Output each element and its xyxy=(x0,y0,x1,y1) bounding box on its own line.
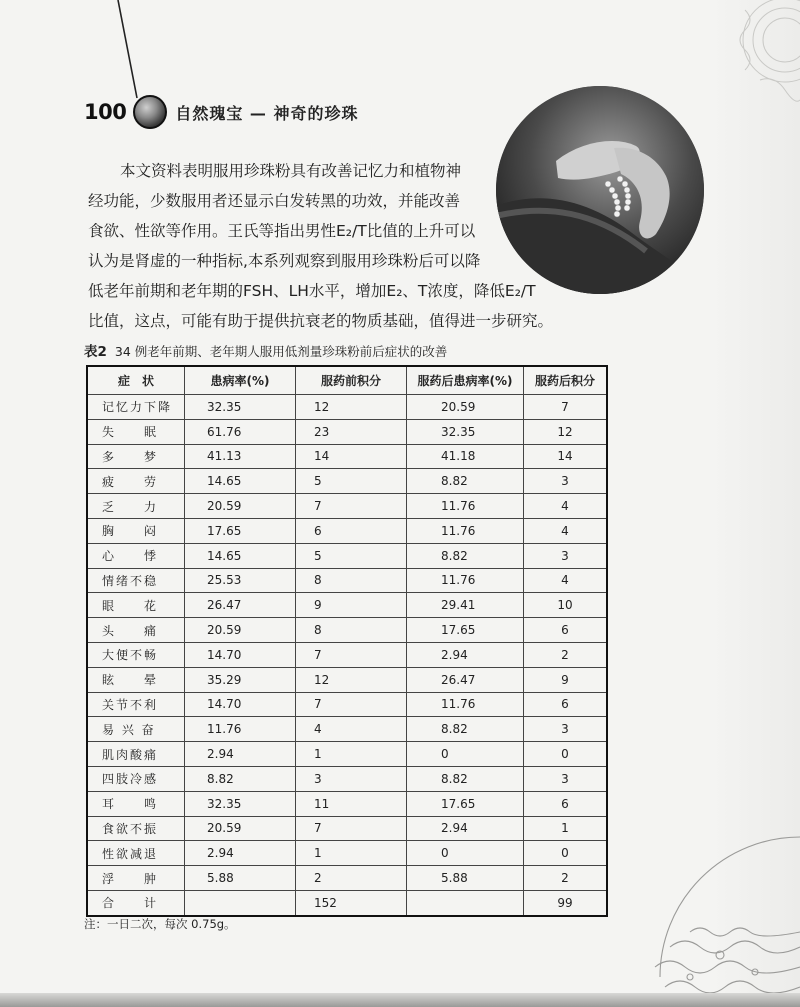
table-caption xyxy=(84,340,447,360)
cell-prevalence-after: 0 xyxy=(407,841,524,866)
cell-symptom: 四肢冷感 xyxy=(87,766,185,791)
cell-prevalence: 2.94 xyxy=(185,841,296,866)
cell-symptom: 大便不畅 xyxy=(87,642,185,667)
cell-prevalence-after: 2.94 xyxy=(407,816,524,841)
table-row xyxy=(87,841,607,866)
cell-score-after: 4 xyxy=(524,568,608,593)
cell-score-after: 4 xyxy=(524,518,608,543)
body-line: 比值，这点，可能有助于提供抗衰老的物质基础，值得进一步研究。 xyxy=(88,312,554,330)
cell-prevalence-after: 17.65 xyxy=(407,791,524,816)
table-row xyxy=(87,543,607,568)
cell-score-after: 3 xyxy=(524,469,608,494)
cell-prevalence: 32.35 xyxy=(185,395,296,420)
cell-score-after: 12 xyxy=(524,419,608,444)
table-caption-label: 表2 xyxy=(84,344,107,360)
cell-symptom: 关节不利 xyxy=(87,692,185,717)
cell-prevalence-after: 8.82 xyxy=(407,469,524,494)
cell-prevalence-after: 32.35 xyxy=(407,419,524,444)
header-symptom: 症 状 xyxy=(87,366,185,395)
header-prevalence-after: 服药后患病率(%) xyxy=(407,366,524,395)
ornament-corner-top-icon xyxy=(690,0,800,150)
cell-score-after: 3 xyxy=(524,766,608,791)
body-line: 低老年前期和老年期的FSH、LH水平，增加E₂、T浓度，降低E₂/T xyxy=(88,282,536,300)
page-header xyxy=(84,92,359,132)
cell-score-before: 7 xyxy=(296,642,407,667)
cell-score-after: 4 xyxy=(524,494,608,519)
page-bottom-edge xyxy=(0,993,800,1007)
cell-prevalence: 25.53 xyxy=(185,568,296,593)
cell-score-before: 9 xyxy=(296,593,407,618)
cell-symptom: 疲 劳 xyxy=(87,469,185,494)
cell-symptom: 头 痛 xyxy=(87,618,185,643)
cell-symptom: 眼 花 xyxy=(87,593,185,618)
cell-score-before: 12 xyxy=(296,667,407,692)
cell-prevalence-after: 8.82 xyxy=(407,717,524,742)
table-row xyxy=(87,618,607,643)
table-row xyxy=(87,395,607,420)
table-row xyxy=(87,494,607,519)
cell-score-after: 2 xyxy=(524,866,608,891)
table-row xyxy=(87,791,607,816)
cell-score-before: 7 xyxy=(296,494,407,519)
cell-score-before: 6 xyxy=(296,518,407,543)
page-number: 100 xyxy=(84,100,127,124)
cell-score-after: 3 xyxy=(524,717,608,742)
cell-prevalence: 14.70 xyxy=(185,692,296,717)
cell-score-after: 14 xyxy=(524,444,608,469)
cell-prevalence-after: 5.88 xyxy=(407,866,524,891)
table-row xyxy=(87,816,607,841)
cell-score-before: 5 xyxy=(296,469,407,494)
header-score-after: 服药后积分 xyxy=(524,366,608,395)
cell-score-after: 99 xyxy=(524,890,608,915)
cell-score-after: 3 xyxy=(524,543,608,568)
table-row xyxy=(87,866,607,891)
cell-symptom: 耳 鸣 xyxy=(87,791,185,816)
cell-prevalence-after: 11.76 xyxy=(407,494,524,519)
cell-symptom: 多 梦 xyxy=(87,444,185,469)
cell-score-before: 1 xyxy=(296,841,407,866)
cell-symptom: 易 兴 奋 xyxy=(87,717,185,742)
table-row xyxy=(87,642,607,667)
cell-prevalence-after: 11.76 xyxy=(407,518,524,543)
table-row xyxy=(87,419,607,444)
cell-score-before: 3 xyxy=(296,766,407,791)
table-header-row xyxy=(87,366,607,395)
cell-prevalence: 41.13 xyxy=(185,444,296,469)
cell-score-after: 0 xyxy=(524,742,608,767)
table-caption-text: 34 例老年前期、老年期人服用低剂量珍珠粉前后症状的改善 xyxy=(114,344,448,359)
cell-prevalence: 5.88 xyxy=(185,866,296,891)
cell-prevalence: 14.70 xyxy=(185,642,296,667)
cell-prevalence: 20.59 xyxy=(185,494,296,519)
cell-score-after: 2 xyxy=(524,642,608,667)
cell-prevalence xyxy=(185,890,296,915)
pearl-bead-icon xyxy=(133,95,167,129)
cell-symptom: 性欲减退 xyxy=(87,841,185,866)
cell-score-after: 10 xyxy=(524,593,608,618)
cell-score-before: 12 xyxy=(296,395,407,420)
cell-score-before: 4 xyxy=(296,717,407,742)
cell-score-before: 8 xyxy=(296,568,407,593)
table-row xyxy=(87,568,607,593)
cell-prevalence-after: 2.94 xyxy=(407,642,524,667)
cell-prevalence-after: 8.82 xyxy=(407,766,524,791)
body-line: 本文资料表明服用珍珠粉具有改善记忆力和植物神 xyxy=(120,162,462,180)
cell-prevalence: 14.65 xyxy=(185,543,296,568)
cell-prevalence: 35.29 xyxy=(185,667,296,692)
body-line: 食欲、性欲等作用。王氏等指出男性E₂/T比值的上升可以 xyxy=(88,222,476,240)
cell-prevalence-after xyxy=(407,890,524,915)
cell-score-after: 0 xyxy=(524,841,608,866)
cell-prevalence-after: 8.82 xyxy=(407,543,524,568)
cell-score-before: 11 xyxy=(296,791,407,816)
cell-prevalence-after: 0 xyxy=(407,742,524,767)
cell-score-after: 9 xyxy=(524,667,608,692)
cell-prevalence-after: 11.76 xyxy=(407,692,524,717)
cell-symptom: 情绪不稳 xyxy=(87,568,185,593)
cell-score-after: 1 xyxy=(524,816,608,841)
cell-prevalence: 11.76 xyxy=(185,717,296,742)
cell-score-before: 1 xyxy=(296,742,407,767)
cell-prevalence-after: 29.41 xyxy=(407,593,524,618)
cell-prevalence: 8.82 xyxy=(185,766,296,791)
cell-score-before: 2 xyxy=(296,866,407,891)
wave-ornament-bottom-icon xyxy=(650,827,800,1007)
cell-symptom: 失 眠 xyxy=(87,419,185,444)
cell-symptom: 乏 力 xyxy=(87,494,185,519)
body-line: 经功能，少数服用者还显示白发转黑的功效，并能改善 xyxy=(88,192,461,210)
cell-prevalence: 61.76 xyxy=(185,419,296,444)
cell-symptom: 食欲不振 xyxy=(87,816,185,841)
header-score-before: 服药前积分 xyxy=(296,366,407,395)
cell-score-after: 7 xyxy=(524,395,608,420)
cell-score-before: 152 xyxy=(296,890,407,915)
cell-prevalence: 20.59 xyxy=(185,618,296,643)
table-body xyxy=(87,395,607,916)
table-note: 注：一日二次，每次 0.75g。 xyxy=(84,917,236,931)
cell-score-before: 14 xyxy=(296,444,407,469)
cell-prevalence-after: 41.18 xyxy=(407,444,524,469)
cell-prevalence: 32.35 xyxy=(185,791,296,816)
body-paragraph xyxy=(88,156,588,336)
cell-score-before: 8 xyxy=(296,618,407,643)
table-row xyxy=(87,518,607,543)
cell-symptom: 胸 闷 xyxy=(87,518,185,543)
cell-prevalence: 17.65 xyxy=(185,518,296,543)
table-row xyxy=(87,444,607,469)
cell-prevalence: 14.65 xyxy=(185,469,296,494)
cell-prevalence-after: 20.59 xyxy=(407,395,524,420)
table-row xyxy=(87,717,607,742)
cell-symptom: 心 悸 xyxy=(87,543,185,568)
cell-score-before: 5 xyxy=(296,543,407,568)
cell-symptom: 合 计 xyxy=(87,890,185,915)
book-title: 自然瑰宝 — 神奇的珍珠 xyxy=(175,103,359,123)
cell-prevalence-after: 11.76 xyxy=(407,568,524,593)
cell-prevalence-after: 17.65 xyxy=(407,618,524,643)
table-row xyxy=(87,742,607,767)
cell-symptom: 肌肉酸痛 xyxy=(87,742,185,767)
cell-prevalence: 2.94 xyxy=(185,742,296,767)
cell-symptom: 记忆力下降 xyxy=(87,395,185,420)
cell-prevalence: 20.59 xyxy=(185,816,296,841)
body-line: 认为是肾虚的一种指标,本系列观察到服用珍珠粉后可以降 xyxy=(88,252,481,270)
cell-symptom: 眩 晕 xyxy=(87,667,185,692)
cell-score-before: 23 xyxy=(296,419,407,444)
cell-score-after: 6 xyxy=(524,692,608,717)
cell-prevalence-after: 26.47 xyxy=(407,667,524,692)
header-prevalence: 患病率(%) xyxy=(185,366,296,395)
table-row xyxy=(87,593,607,618)
cell-score-before: 7 xyxy=(296,816,407,841)
table-row xyxy=(87,667,607,692)
table-row xyxy=(87,692,607,717)
cell-score-after: 6 xyxy=(524,618,608,643)
cell-prevalence: 26.47 xyxy=(185,593,296,618)
cell-symptom: 浮 肿 xyxy=(87,866,185,891)
cell-score-after: 6 xyxy=(524,791,608,816)
symptom-table xyxy=(86,365,608,917)
table-row xyxy=(87,469,607,494)
table-row xyxy=(87,766,607,791)
table-total-row xyxy=(87,890,607,915)
cell-score-before: 7 xyxy=(296,692,407,717)
